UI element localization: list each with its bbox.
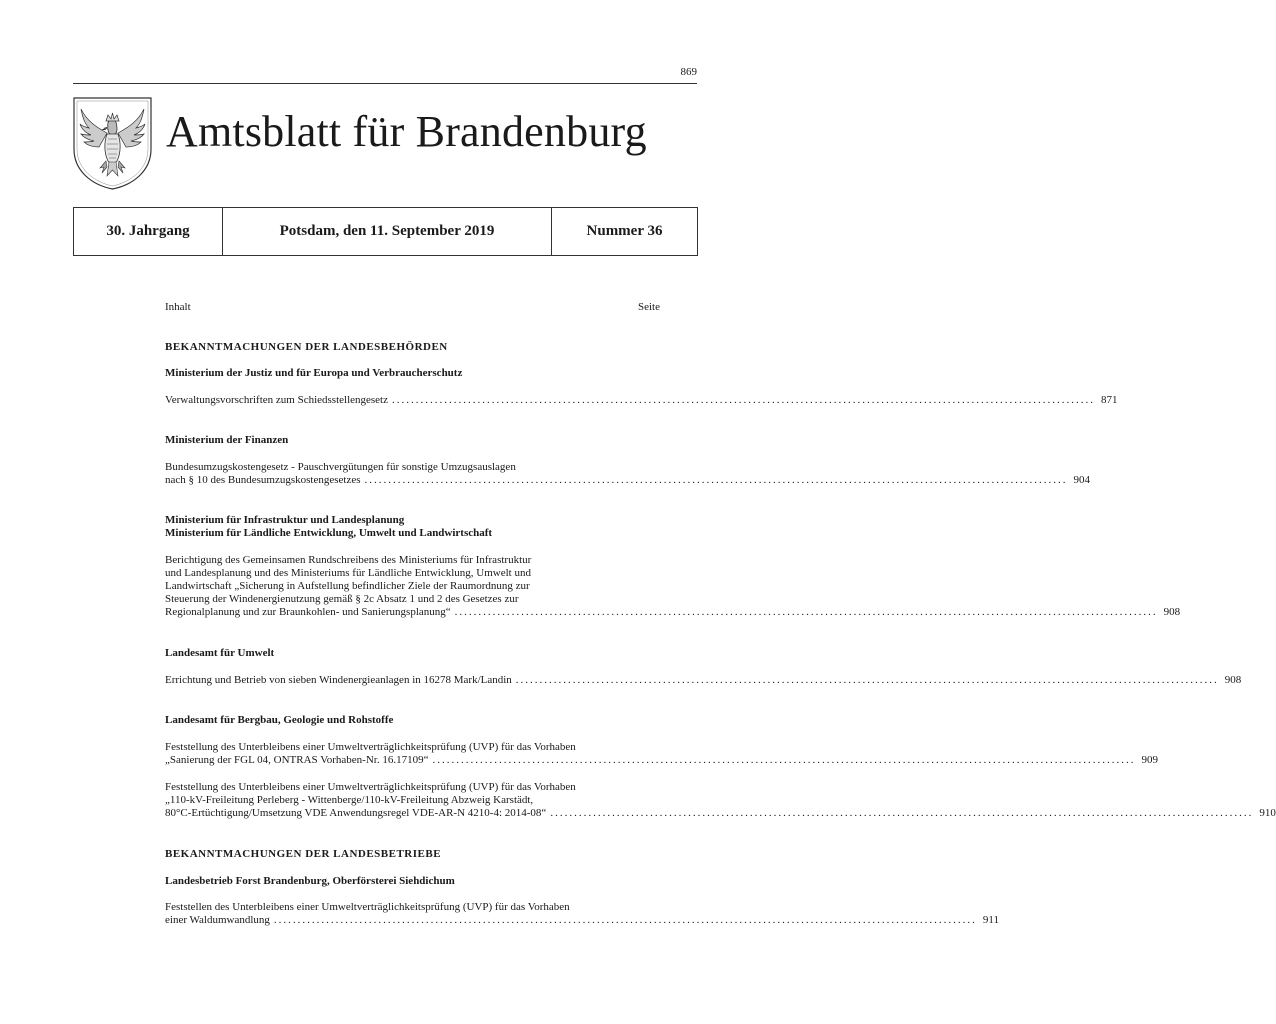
- toc-entry-line: Berichtigung des Gemeinsamen Rundschreibens des Ministeriums für Infrastruktur: [165, 554, 532, 566]
- toc-entry[interactable]: [165, 901, 1000, 927]
- toc-entry[interactable]: [165, 461, 1091, 487]
- toc-entry[interactable]: [165, 394, 1118, 407]
- ministry-heading-laendliche-entwicklung: Ministerium für Ländliche Entwicklung, Umwelt und Landwirtschaft: [165, 527, 493, 539]
- toc-entry-line: einer Waldumwandlung: [165, 914, 270, 926]
- toc-entry-page: 911: [982, 914, 1000, 926]
- toc-entry-page: 909: [1141, 754, 1158, 766]
- leader-dots: ....................................................................................................................................................: [515, 674, 1219, 686]
- top-rule: [73, 83, 697, 84]
- publication-title: Amtsblatt für Brandenburg: [166, 107, 647, 156]
- toc-entry-page: 904: [1073, 474, 1091, 486]
- volume-label: 30. Jahrgang: [74, 208, 223, 255]
- toc-entry-line: Verwaltungsvorschriften zum Schiedsstellengesetz: [165, 394, 388, 406]
- toc-entry[interactable]: [165, 674, 1242, 687]
- leader-dots: ....................................................................................................................................................: [454, 606, 1158, 618]
- toc-entry-page: 910: [1259, 807, 1276, 819]
- toc-entry-page: 871: [1101, 394, 1118, 406]
- ministry-heading-finanzen: Ministerium der Finanzen: [165, 434, 289, 446]
- toc-header: [165, 301, 660, 314]
- toc-entry-page: 908: [1224, 674, 1242, 686]
- toc-entry-line: nach § 10 des Bundesumzugskostengesetzes: [165, 474, 361, 486]
- toc-entry-line: Landwirtschaft „Sicherung in Aufstellung befindlicher Ziele der Raumordnung zur: [165, 580, 530, 592]
- toc-entry-line: Errichtung und Betrieb von sieben Windenergieanlagen in 16278 Mark/Landin: [165, 674, 512, 686]
- toc-entry-line: Feststellung des Unterbleibens einer Umweltverträglichkeitsprüfung (UVP) für das Vorhaben: [165, 741, 576, 753]
- issue-header-box: [73, 207, 698, 256]
- ministry-heading-landesbetrieb-forst: Landesbetrieb Forst Brandenburg, Oberförsterei Siehdichum: [165, 875, 455, 887]
- toc-entry-page: 908: [1163, 606, 1181, 618]
- leader-dots: ....................................................................................................................................................: [273, 914, 977, 926]
- toc-entry-line: und Landesplanung und des Ministeriums für Ländliche Entwicklung, Umwelt und: [165, 567, 531, 579]
- toc-entry-line: Bundesumzugskostengesetz - Pauschvergütungen für sonstige Umzugsauslagen: [165, 461, 516, 473]
- place-date-label: Potsdam, den 11. September 2019: [223, 208, 552, 255]
- toc-entry-line: Feststellung des Unterbleibens einer Umweltverträglichkeitsprüfung (UVP) für das Vorhaben: [165, 781, 576, 793]
- section-title-landesbetriebe: BEKANNTMACHUNGEN DER LANDESBETRIEBE: [165, 848, 442, 860]
- brandenburg-eagle-crest-icon: [73, 97, 152, 190]
- page-number: 869: [680, 66, 697, 78]
- toc-entry-line: „Sanierung der FGL 04, ONTRAS Vorhaben-Nr. 16.17109“: [165, 754, 429, 766]
- toc-entry-line: Steuerung der Windenergienutzung gemäß § 2c Absatz 1 und 2 des Gesetzes zur: [165, 593, 519, 605]
- page-column-label: Seite: [638, 301, 660, 313]
- ministry-heading-infrastruktur: Ministerium für Infrastruktur und Landesplanung: [165, 514, 405, 526]
- issue-number-label: Nummer 36: [586, 223, 663, 239]
- toc-entry-line: Feststellen des Unterbleibens einer Umweltverträglichkeitsprüfung (UVP) für das Vorhaben: [165, 901, 570, 913]
- leader-dots: ....................................................................................................................................................: [392, 394, 1095, 406]
- toc-entry-line: Regionalplanung und zur Braunkohlen- und Sanierungsplanung“: [165, 606, 451, 618]
- toc-entry-line: „110-kV-Freileitung Perleberg - Wittenberge/110-kV-Freileitung Abzweig Karstädt,: [165, 794, 534, 806]
- section-title-landesbehoerden: BEKANNTMACHUNGEN DER LANDESBEHÖRDEN: [165, 341, 448, 353]
- leader-dots: ....................................................................................................................................................: [432, 754, 1136, 766]
- ministry-heading-justiz: Ministerium der Justiz und für Europa und Verbraucherschutz: [165, 367, 463, 379]
- contents-label: Inhalt: [165, 301, 191, 313]
- toc-entry[interactable]: [165, 741, 1158, 767]
- ministry-heading-bergbau: Landesamt für Bergbau, Geologie und Rohstoffe: [165, 714, 394, 726]
- leader-dots: ....................................................................................................................................................: [364, 474, 1068, 486]
- toc-entry[interactable]: [165, 554, 1181, 619]
- toc-entry[interactable]: [165, 781, 1276, 820]
- ministry-heading-landesamt-umwelt: Landesamt für Umwelt: [165, 647, 275, 659]
- leader-dots: ....................................................................................................................................................: [550, 807, 1254, 819]
- toc-entry-line: 80°C-Ertüchtigung/Umsetzung VDE Anwendungsregel VDE-AR-N 4210-4: 2014-08“: [165, 807, 547, 819]
